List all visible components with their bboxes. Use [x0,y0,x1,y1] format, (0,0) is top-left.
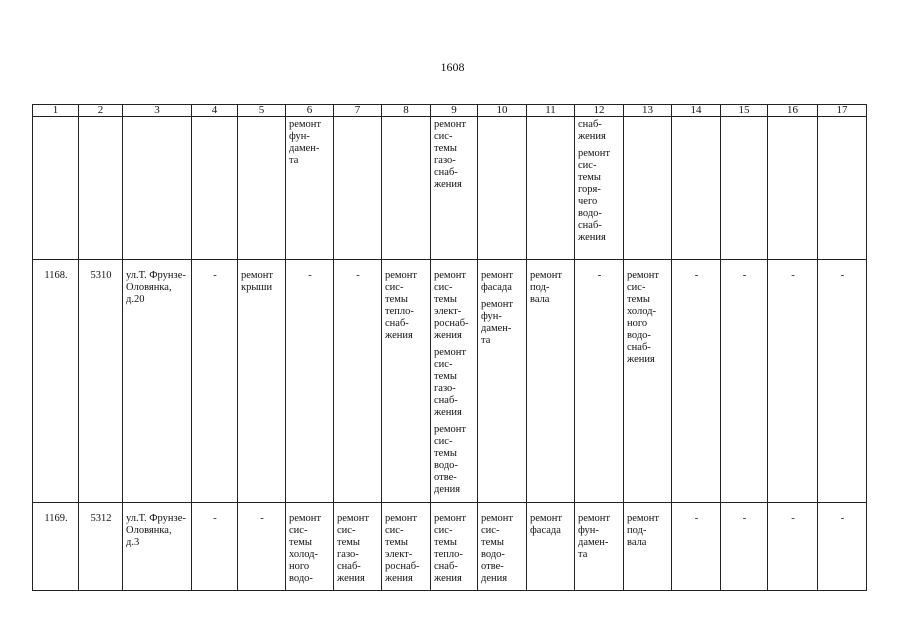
table-cell [478,503,527,591]
building-code: 5310 [79,260,123,503]
table-cell: - [818,260,867,503]
cell-line: темы [481,537,504,548]
table-cell [624,503,672,591]
page-number: 1608 [440,60,465,74]
cell-line: фун- [481,311,502,322]
cell-line: ремонт [481,270,514,281]
table-cell: - [721,503,768,591]
table-cell [624,117,672,260]
table-cell: - [768,260,818,503]
cell-line: ремонт [241,270,274,281]
column-number: 12 [575,105,624,117]
cell-line: крыши [241,282,273,293]
repair-schedule-table [32,104,867,591]
continuation-row [33,117,867,260]
cell-line: та [289,155,299,166]
cell-line: д.20 [126,294,145,305]
cell-line: ул.Т. Фрунзе- [126,513,186,524]
table-cell [721,117,768,260]
column-number-row [33,105,867,117]
cell-entry [530,270,572,306]
table-cell [527,260,575,503]
table-cell [238,117,286,260]
table-row [33,503,867,591]
column-number: 9 [431,105,478,117]
cell-line: ремонт [434,424,467,435]
table-cell [286,503,334,591]
table-cell [334,117,382,260]
cell-line: ул.Т. Фрунзе- [126,270,186,281]
address-cell [123,260,192,503]
cell-entry [126,270,189,306]
cell-line: водо- [578,208,602,219]
cell-line: жения [337,573,365,584]
cell-entry [385,513,428,585]
cell-line: ремонт [434,347,467,358]
building-code: 5312 [79,503,123,591]
cell-line: водо- [481,549,505,560]
cell-line: темы [385,537,408,548]
cell-line: газо- [434,383,456,394]
cell-line: вала [530,294,550,305]
cell-line: ремонт [627,513,660,524]
column-number: 10 [478,105,527,117]
cell-line: дамен- [289,143,320,154]
table-cell [382,117,431,260]
column-number: 15 [721,105,768,117]
cell-entry [385,270,428,342]
cell-line: снаб- [434,561,458,572]
table-cell [478,260,527,503]
cell-line: ремонт [481,299,514,310]
column-number: 14 [672,105,721,117]
cell-line: горя- [578,184,601,195]
row-number: 1169. [33,503,79,591]
table-cell [431,503,478,591]
cell-entry [434,347,475,419]
cell-line: фун- [289,131,310,142]
cell-line: газо- [434,155,456,166]
table-cell [768,117,818,260]
cell-entry [627,270,669,366]
cell-line: та [578,549,588,560]
cell-line: элект- [434,306,462,317]
cell-line: ремонт [289,119,322,130]
cell-line: темы [434,448,457,459]
cell-entry [481,299,524,347]
cell-line: дения [481,573,508,584]
column-number: 6 [286,105,334,117]
cell-line: ремонт [289,513,322,524]
table-cell [527,503,575,591]
cell-line: ремонт [481,513,514,524]
cell-line: дения [434,484,461,495]
cell-line: элект- [385,549,413,560]
cell-line: сис- [434,436,453,447]
cell-line: темы [434,294,457,305]
cell-line: темы [385,294,408,305]
cell-line: фасада [481,282,512,293]
cell-entry [578,148,621,244]
table-cell [478,117,527,260]
cell-line: темы [627,294,650,305]
cell-line: роснаб- [434,318,469,329]
cell-line: тепло- [434,549,463,560]
column-number: 17 [818,105,867,117]
cell-line: фун- [578,525,599,536]
cell-entry [434,513,475,585]
cell-line: снаб- [578,220,602,231]
cell-line: под- [627,525,647,536]
column-number: 2 [79,105,123,117]
cell-line: сис- [289,525,308,536]
cell-line: отве- [481,561,504,572]
cell-entry [434,270,475,342]
table-cell: - [672,503,721,591]
cell-line: ремонт [627,270,660,281]
cell-line: жения [434,407,462,418]
cell-line: жения [434,573,462,584]
column-number: 4 [192,105,238,117]
cell-line: холод- [627,306,656,317]
table-cell [382,503,431,591]
cell-line: сис- [434,525,453,536]
cell-line: ремонт [434,119,467,130]
cell-line: ремонт [434,270,467,281]
cell-line: жения [434,330,462,341]
cell-line: Оловянка, [126,525,172,536]
cell-entry [481,270,524,294]
cell-line: сис- [337,525,356,536]
cell-line: ного [289,561,310,572]
cell-line: жения [385,573,413,584]
cell-line: сис- [385,282,404,293]
cell-line: сис- [434,359,453,370]
table-cell: - [192,503,238,591]
cell-entry [289,119,331,167]
table-cell: - [286,260,334,503]
cell-line: ремонт [385,513,418,524]
table-cell: - [238,503,286,591]
address-cell [123,503,192,591]
table-cell [818,117,867,260]
column-number: 7 [334,105,382,117]
cell-line: жения [578,232,606,243]
table-cell [238,260,286,503]
cell-line: роснаб- [385,561,420,572]
table-cell [382,260,431,503]
cell-line: отве- [434,472,457,483]
cell-entry [241,270,283,294]
cell-line: ремонт [578,148,611,159]
cell-line: жения [434,179,462,190]
cell-line: сис- [385,525,404,536]
table-cell [575,117,624,260]
cell-line: жения [385,330,413,341]
cell-line: газо- [337,549,359,560]
cell-line: ремонт [385,270,418,281]
cell-entry [337,513,379,585]
cell-line: водо- [434,460,458,471]
cell-line: та [481,335,491,346]
column-number: 13 [624,105,672,117]
table-cell: - [768,503,818,591]
cell-line: темы [578,172,601,183]
cell-line: чего [578,196,598,207]
cell-line: ного [627,318,648,329]
table-cell [431,117,478,260]
cell-line: темы [434,537,457,548]
cell-line: снаб- [578,119,602,130]
cell-line: ремонт [530,513,563,524]
cell-line: сис- [578,160,597,171]
cell-line: ремонт [530,270,563,281]
cell-line: снаб- [337,561,361,572]
cell-line: темы [289,537,312,548]
table-row [33,260,867,503]
column-number: 5 [238,105,286,117]
cell-line: снаб- [385,318,409,329]
table-cell: - [334,260,382,503]
cell-entry [627,513,669,549]
cell-entry [578,119,621,143]
cell-line: водо- [627,330,651,341]
cell-line: тепло- [385,306,414,317]
table-cell [123,117,192,260]
table-cell [286,117,334,260]
column-number: 1 [33,105,79,117]
cell-line: фасада [530,525,561,536]
cell-line: жения [627,354,655,365]
cell-line: сис- [481,525,500,536]
table-cell [431,260,478,503]
cell-line: сис- [627,282,646,293]
cell-line: холод- [289,549,318,560]
table-cell: - [575,260,624,503]
cell-entry [126,513,189,549]
table-cell [192,117,238,260]
table-cell [334,503,382,591]
table-cell: - [192,260,238,503]
cell-entry [578,513,621,561]
table-cell [575,503,624,591]
cell-entry [434,119,475,191]
cell-line: вала [627,537,647,548]
cell-line: снаб- [434,395,458,406]
table-cell [527,117,575,260]
cell-entry [481,513,524,585]
cell-line: ремонт [337,513,370,524]
cell-line: ремонт [434,513,467,524]
column-number: 11 [527,105,575,117]
cell-line: д.3 [126,537,140,548]
cell-line: снаб- [434,167,458,178]
cell-line: снаб- [627,342,651,353]
table-cell: - [672,260,721,503]
cell-line: Оловянка, [126,282,172,293]
cell-entry [530,513,572,537]
cell-line: сис- [434,131,453,142]
cell-line: темы [434,143,457,154]
row-number: 1168. [33,260,79,503]
cell-entry [289,513,331,585]
table-cell [79,117,123,260]
table-cell [624,260,672,503]
table-cell [672,117,721,260]
cell-line: дамен- [481,323,512,334]
column-number: 3 [123,105,192,117]
cell-line: под- [530,282,550,293]
table-cell: - [721,260,768,503]
cell-line: ремонт [578,513,611,524]
cell-line: темы [434,371,457,382]
column-number: 16 [768,105,818,117]
cell-entry [434,424,475,496]
cell-line: сис- [434,282,453,293]
cell-line: жения [578,131,606,142]
column-number: 8 [382,105,431,117]
cell-line: темы [337,537,360,548]
table-cell [33,117,79,260]
cell-line: водо- [289,573,313,584]
table-cell: - [818,503,867,591]
cell-line: дамен- [578,537,609,548]
